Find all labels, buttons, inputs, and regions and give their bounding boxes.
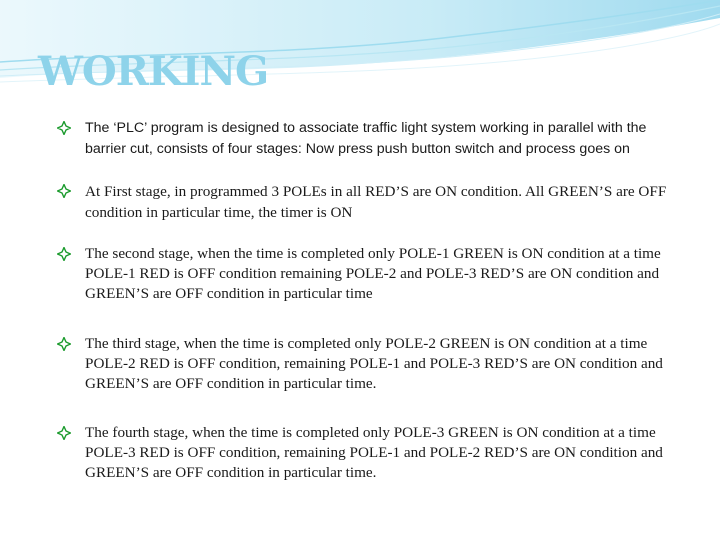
diamond-bullet-icon (57, 247, 71, 261)
bullet-text: At First stage, in programmed 3 POLEs in all RED’S are ON condition. All GREEN’S are OFF condition in particular time, the timer is ON (85, 183, 667, 221)
bullet-item (55, 244, 685, 304)
slide-title: WORKING (38, 48, 269, 95)
bullet-item (55, 181, 685, 223)
diamond-bullet-icon (57, 184, 71, 198)
bullet-text: The fourth stage, when the time is completed only POLE-3 GREEN is ON condition at a time POLE-3 RED is OFF condition, remaining POLE-1 and POLE-2 RED’S are ON condition and GREEN’S are OFF condition in particular time. (85, 424, 663, 481)
diamond-bullet-icon (57, 426, 71, 440)
bullet-item (55, 118, 685, 160)
bullet-item (55, 334, 685, 394)
diamond-bullet-icon (57, 121, 71, 135)
bullet-item (55, 423, 685, 483)
bullet-list (55, 118, 685, 512)
bullet-text: The ‘PLC’ program is designed to associate traffic light system working in parallel with the barrier cut, consists of four stages: Now press push button switch and process goes on (85, 120, 647, 157)
bullet-text: The third stage, when the time is completed only POLE-2 GREEN is ON condition at a time POLE-2 RED is OFF condition, remaining POLE-1 and POLE-3 RED’S are ON condition and GREEN’S are OFF condition in particular time. (85, 335, 663, 392)
bullet-text: The second stage, when the time is completed only POLE-1 GREEN is ON condition at a time POLE-1 RED is OFF condition remaining POLE-2 and POLE-3 RED’S are ON condition and GREEN’S are OFF condition in particular time (85, 245, 661, 302)
diamond-bullet-icon (57, 337, 71, 351)
